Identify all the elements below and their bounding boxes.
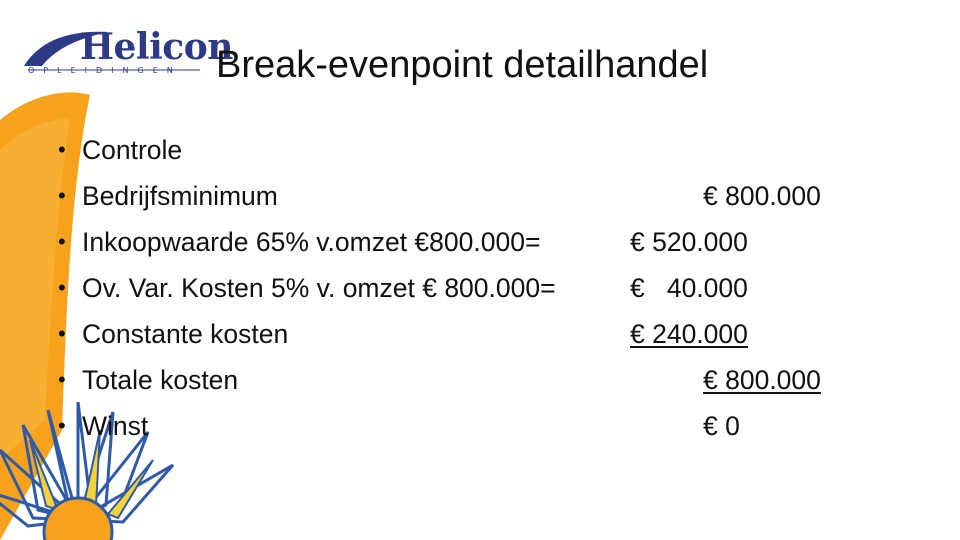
item-label: Winst	[82, 411, 149, 441]
item-label: Controle	[82, 135, 183, 165]
item-label: Inkoopwaarde 65% v.omzet €800.000=	[82, 227, 541, 257]
item-label: Constante kosten	[82, 319, 289, 349]
bullet-icon: •	[58, 367, 66, 392]
bullet-icon: •	[58, 229, 66, 254]
value-bedrijfsminimum: € 800.000	[703, 181, 821, 211]
value-variabele-kosten: € 40.000	[630, 273, 748, 303]
value-inkoopwaarde: € 520.000	[630, 227, 748, 257]
bullet-icon: •	[58, 183, 66, 208]
logo-tagline: OPLEIDINGEN	[28, 66, 182, 75]
value-totale-kosten: € 800.000	[703, 365, 821, 395]
slide-title: Break-evenpoint detailhandel	[216, 44, 709, 86]
helicon-logo	[22, 26, 233, 82]
item-label: Bedrijfsminimum	[82, 181, 278, 211]
logo-wordmark: Helicon	[80, 26, 233, 68]
item-label: Ov. Var. Kosten 5% v. omzet € 800.000=	[82, 273, 556, 303]
bullet-icon: •	[58, 137, 66, 162]
bullet-icon: •	[58, 321, 66, 346]
item-label: Totale kosten	[82, 365, 239, 395]
bullet-icon: •	[58, 413, 66, 438]
value-winst: € 0	[703, 411, 740, 441]
bullet-icon: •	[58, 275, 66, 300]
value-constante-kosten: € 240.000	[630, 319, 748, 349]
